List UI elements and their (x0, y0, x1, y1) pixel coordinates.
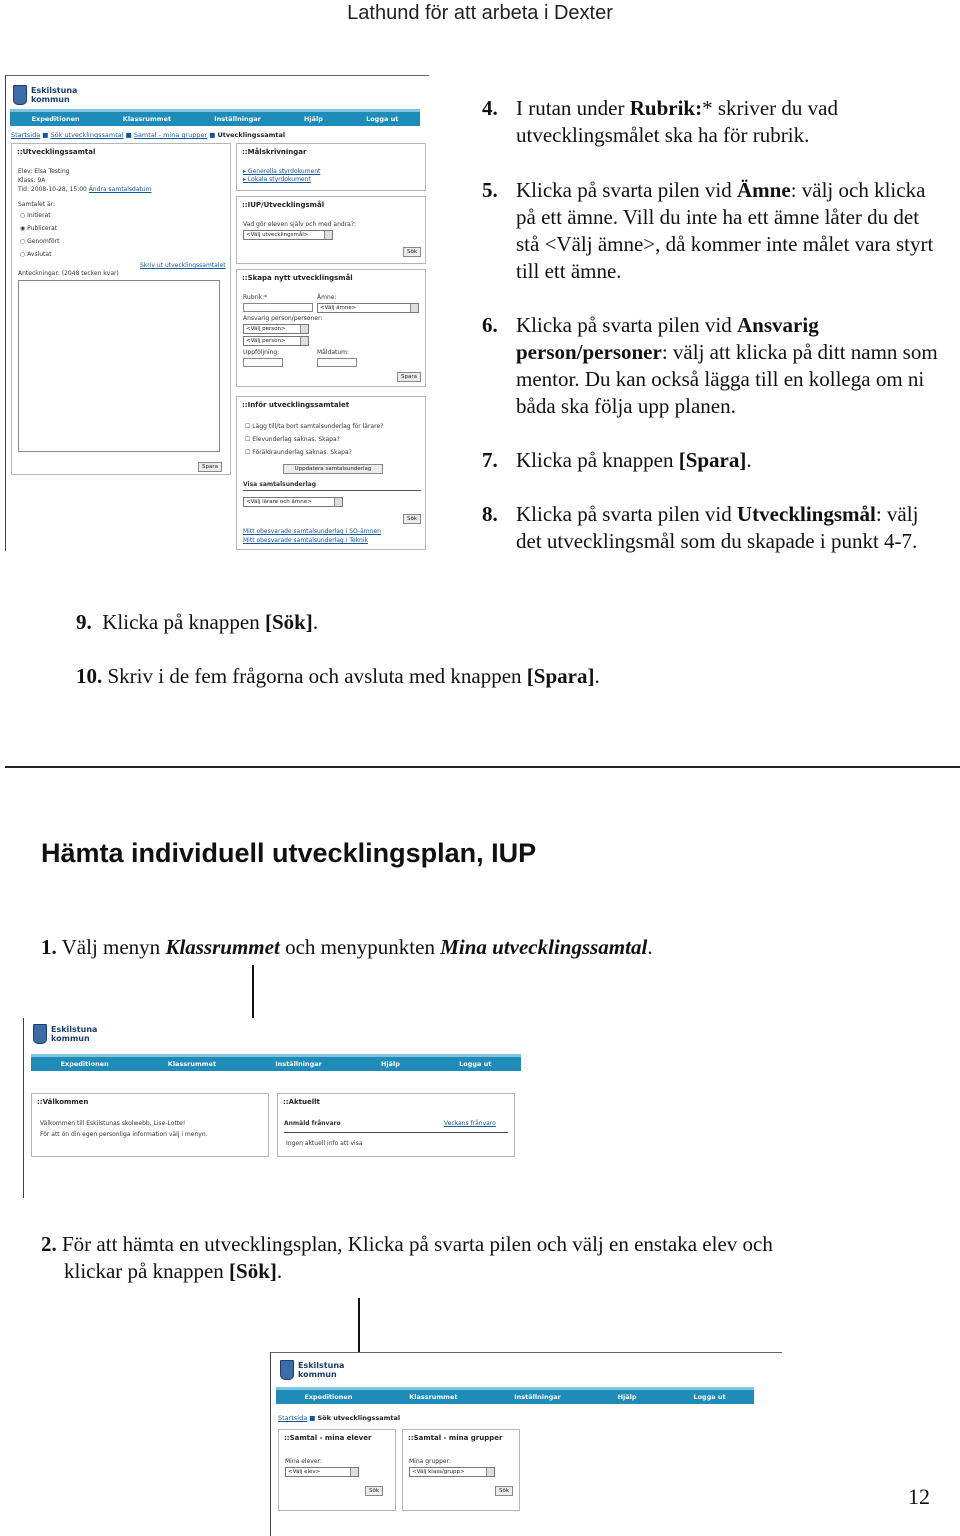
uppfoljning-label: Uppföljning: (243, 349, 280, 356)
section-step-1: 1. Välj menyn Klassrummet och menypunkten Mina utvecklingssamtal. (41, 935, 653, 959)
larare-amne-select[interactable]: <Välj lärare och ämne> (243, 497, 343, 507)
so-link[interactable]: Mitt obesvarade samtalsunderlag i SO-ämnen (243, 528, 381, 535)
person-select-2[interactable]: <Välj person> (243, 336, 309, 346)
radio-initierat[interactable]: ○ Initierat (20, 212, 51, 219)
section-step-2: 2. För att hämta en utvecklingsplan, Klicka på svarta pilen och välj en enstaka elev och klickar på knappen [Sök]. (41, 1232, 773, 1283)
underlag-search-button[interactable]: Sök (403, 514, 421, 524)
elev-select[interactable]: <Välj elev> (285, 1467, 359, 1477)
logo (280, 1360, 344, 1380)
nav-klassrummet[interactable]: Klassrummet (122, 115, 172, 123)
step-9: 9. Klicka på knappen [Sök]. (76, 610, 319, 634)
check-elev[interactable]: ☐ Elevunderlag saknas. Skapa? (245, 436, 340, 443)
nav-klassrummet[interactable]: Klassrummet (167, 1060, 217, 1068)
status-label: Samtalet är: (18, 201, 56, 208)
nav-installningar[interactable]: Inställningar (214, 115, 261, 123)
nav-installningar[interactable]: Inställningar (514, 1393, 561, 1401)
utvecklingsmal-select[interactable]: <Välj utvecklingsmål> (243, 230, 333, 240)
update-underlag-button[interactable]: Uppdatera samtalsunderlag (283, 464, 383, 474)
nav-hjalp[interactable]: Hjälp (617, 1393, 637, 1401)
person-select-1[interactable]: <Välj person> (243, 324, 309, 334)
veckans-franvaro-link[interactable]: Veckans frånvaro (444, 1120, 496, 1127)
nav-hjalp[interactable]: Hjälp (303, 115, 323, 123)
step-10: 10. Skriv i de fem frågorna och avsluta med knappen [Spara]. (76, 664, 600, 688)
logo-line2: kommun (298, 1370, 337, 1379)
nav-klassrummet[interactable]: Klassrummet (409, 1393, 458, 1401)
print-link[interactable]: Skriv ut utvecklingssamtalet (140, 262, 226, 269)
panel-title: ::Samtal - mina elever (284, 1434, 372, 1442)
nav-installningar[interactable]: Inställningar (275, 1060, 322, 1068)
frame-top (5, 75, 429, 76)
utvecklingssamtal-panel (11, 143, 231, 475)
uppfoljning-input[interactable] (243, 358, 283, 367)
elev-label: Elev: Elsa Testing (18, 168, 70, 175)
welcome-text-2: För att ön din egen personliga information välj i menyn. (40, 1131, 208, 1138)
main-nav (276, 1390, 754, 1404)
radio-avslutat[interactable]: ○ Avslutat (20, 251, 52, 258)
frame-left (23, 1018, 24, 1198)
breadcrumb: Startsida ■ Sök utvecklingssamtal (278, 1414, 401, 1422)
iup-panel (236, 196, 426, 264)
panel-title: ::Aktuellt (283, 1098, 320, 1106)
skapa-panel (236, 269, 426, 387)
valkommen-panel (31, 1093, 269, 1157)
logo-line2: kommun (31, 95, 70, 104)
elev-search-button[interactable]: Sök (365, 1486, 383, 1496)
frame-left (5, 75, 6, 551)
ansvarig-label: Ansvarig person/personer: (243, 315, 323, 322)
andra-datum-link[interactable]: Ändra samtalsdatum (88, 186, 152, 193)
screenshot-startsida (23, 1018, 523, 1198)
rubrik-label: Rubrik:* (243, 294, 268, 301)
iup-search-button[interactable]: Sök (403, 247, 421, 257)
screenshot-sok-utvecklingssamtal (270, 1352, 782, 1536)
logo (13, 85, 77, 105)
breadcrumb-startsida[interactable]: Startsida (11, 131, 41, 139)
frame-top (270, 1352, 782, 1353)
divider (243, 490, 421, 491)
save-goal-button[interactable]: Spara (397, 372, 421, 382)
logo-line1: Eskilstuna (31, 86, 78, 95)
mina-grupper-panel (402, 1429, 520, 1511)
screenshot-utvecklingssamtal (5, 75, 429, 551)
breadcrumb-sok[interactable]: Sök utvecklingssamtal (50, 131, 124, 139)
main-nav (31, 1057, 521, 1071)
nav-hjalp[interactable]: Hjälp (380, 1060, 400, 1068)
maldatum-label: Måldatum: (317, 349, 350, 356)
crest-icon (280, 1360, 294, 1380)
divider (284, 1132, 508, 1133)
logo-line1: Eskilstuna (51, 1025, 98, 1034)
breadcrumb-startsida[interactable]: Startsida (278, 1414, 308, 1422)
lokala-link[interactable]: ▸ Lokala styrdokument (243, 176, 311, 183)
mina-elever-panel (278, 1429, 396, 1511)
check-larare[interactable]: ☐ Lägg till/ta bort samtalsunderlag för lärare? (245, 423, 384, 430)
section-title: Hämta individuell utvecklingsplan, IUP (41, 838, 537, 868)
breadcrumb-current: Sök utvecklingssamtal (317, 1414, 401, 1422)
panel-title: ::Välkommen (37, 1098, 89, 1106)
notes-textarea[interactable] (18, 280, 220, 452)
maldatum-input[interactable] (317, 358, 357, 367)
news-item: Anmäld frånvaro (284, 1120, 341, 1127)
panel-title: ::Målskrivningar (242, 148, 307, 156)
welcome-text-1: Välkommen till Eskilstunas skolwebb, Lise-Lotte! (40, 1120, 186, 1127)
logo-line2: kommun (51, 1034, 90, 1043)
check-foralder[interactable]: ☐ Föräldraunderlag saknas. Skapa? (245, 449, 352, 456)
logo-line1: Eskilstuna (298, 1361, 345, 1370)
amne-label: Ämne: (317, 294, 337, 301)
crest-icon (13, 85, 27, 105)
crest-icon (33, 1024, 47, 1044)
panel-title: ::IUP/Utvecklingsmål (242, 201, 325, 209)
frame-left (270, 1352, 271, 1536)
aktuellt-panel (277, 1093, 515, 1157)
panel-title: ::Samtal - mina grupper (408, 1434, 503, 1442)
iup-question: Vad gör eleven själv och med andra?: (243, 221, 357, 228)
infor-panel (236, 396, 426, 550)
panel-title: ::Utvecklingssamtal (17, 148, 96, 156)
main-nav (10, 112, 420, 126)
klass-label: Klass: 9A (18, 177, 46, 184)
nav-logga-ut[interactable]: Logga ut (459, 1060, 492, 1068)
grupp-select[interactable]: <Välj klass/grupp> (409, 1467, 495, 1477)
section-divider (5, 766, 960, 768)
mina-grupper-label: Mina grupper: (409, 1458, 451, 1465)
mina-elever-label: Mina elever: (285, 1458, 322, 1465)
nav-expeditionen[interactable]: Expeditionen (31, 115, 80, 123)
nav-expeditionen[interactable]: Expeditionen (60, 1060, 109, 1068)
visa-label: Visa samtalsunderlag (243, 481, 316, 488)
nav-logga-ut[interactable]: Logga ut (366, 115, 399, 123)
news-text: Ingen aktuell info att visa (286, 1140, 363, 1147)
panel-title: ::Inför utvecklingssamtalet (242, 401, 350, 409)
page-number: 12 (908, 1484, 930, 1509)
nav-expeditionen[interactable]: Expeditionen (304, 1393, 353, 1401)
tid-label: Tid: 2008-10-28, 15:00 (18, 186, 87, 193)
notes-label: Anteckningar: (2048 tecken kvar) (18, 270, 119, 277)
save-notes-button[interactable]: Spara (198, 462, 222, 472)
logo (33, 1024, 97, 1044)
malskrivningar-panel (236, 143, 426, 191)
breadcrumb: Startsida ■ Sök utvecklingssamtal ■ Samtal - mina grupper ■ Utvecklingssamtal (11, 131, 286, 139)
amne-select[interactable]: <Välj ämne> (317, 303, 419, 313)
teknik-link[interactable]: Mitt obesvarade samtalsunderlag i Teknik (243, 537, 368, 544)
page-header-title: Lathund för att arbeta i Dexter (347, 2, 613, 24)
breadcrumb-grupper[interactable]: Samtal - mina grupper (133, 131, 208, 139)
radio-genomfort[interactable]: ○ Genomfört (20, 238, 60, 245)
breadcrumb-current: Utvecklingssamtal (217, 131, 286, 139)
generella-link[interactable]: ▸ Generella styrdokument (243, 168, 321, 175)
nav-logga-ut[interactable]: Logga ut (693, 1393, 726, 1401)
panel-title: ::Skapa nytt utvecklingsmål (242, 274, 353, 282)
rubrik-input[interactable] (243, 303, 313, 312)
grupp-search-button[interactable]: Sök (495, 1486, 513, 1496)
radio-publicerat[interactable]: ◉ Publicerat (20, 225, 58, 232)
